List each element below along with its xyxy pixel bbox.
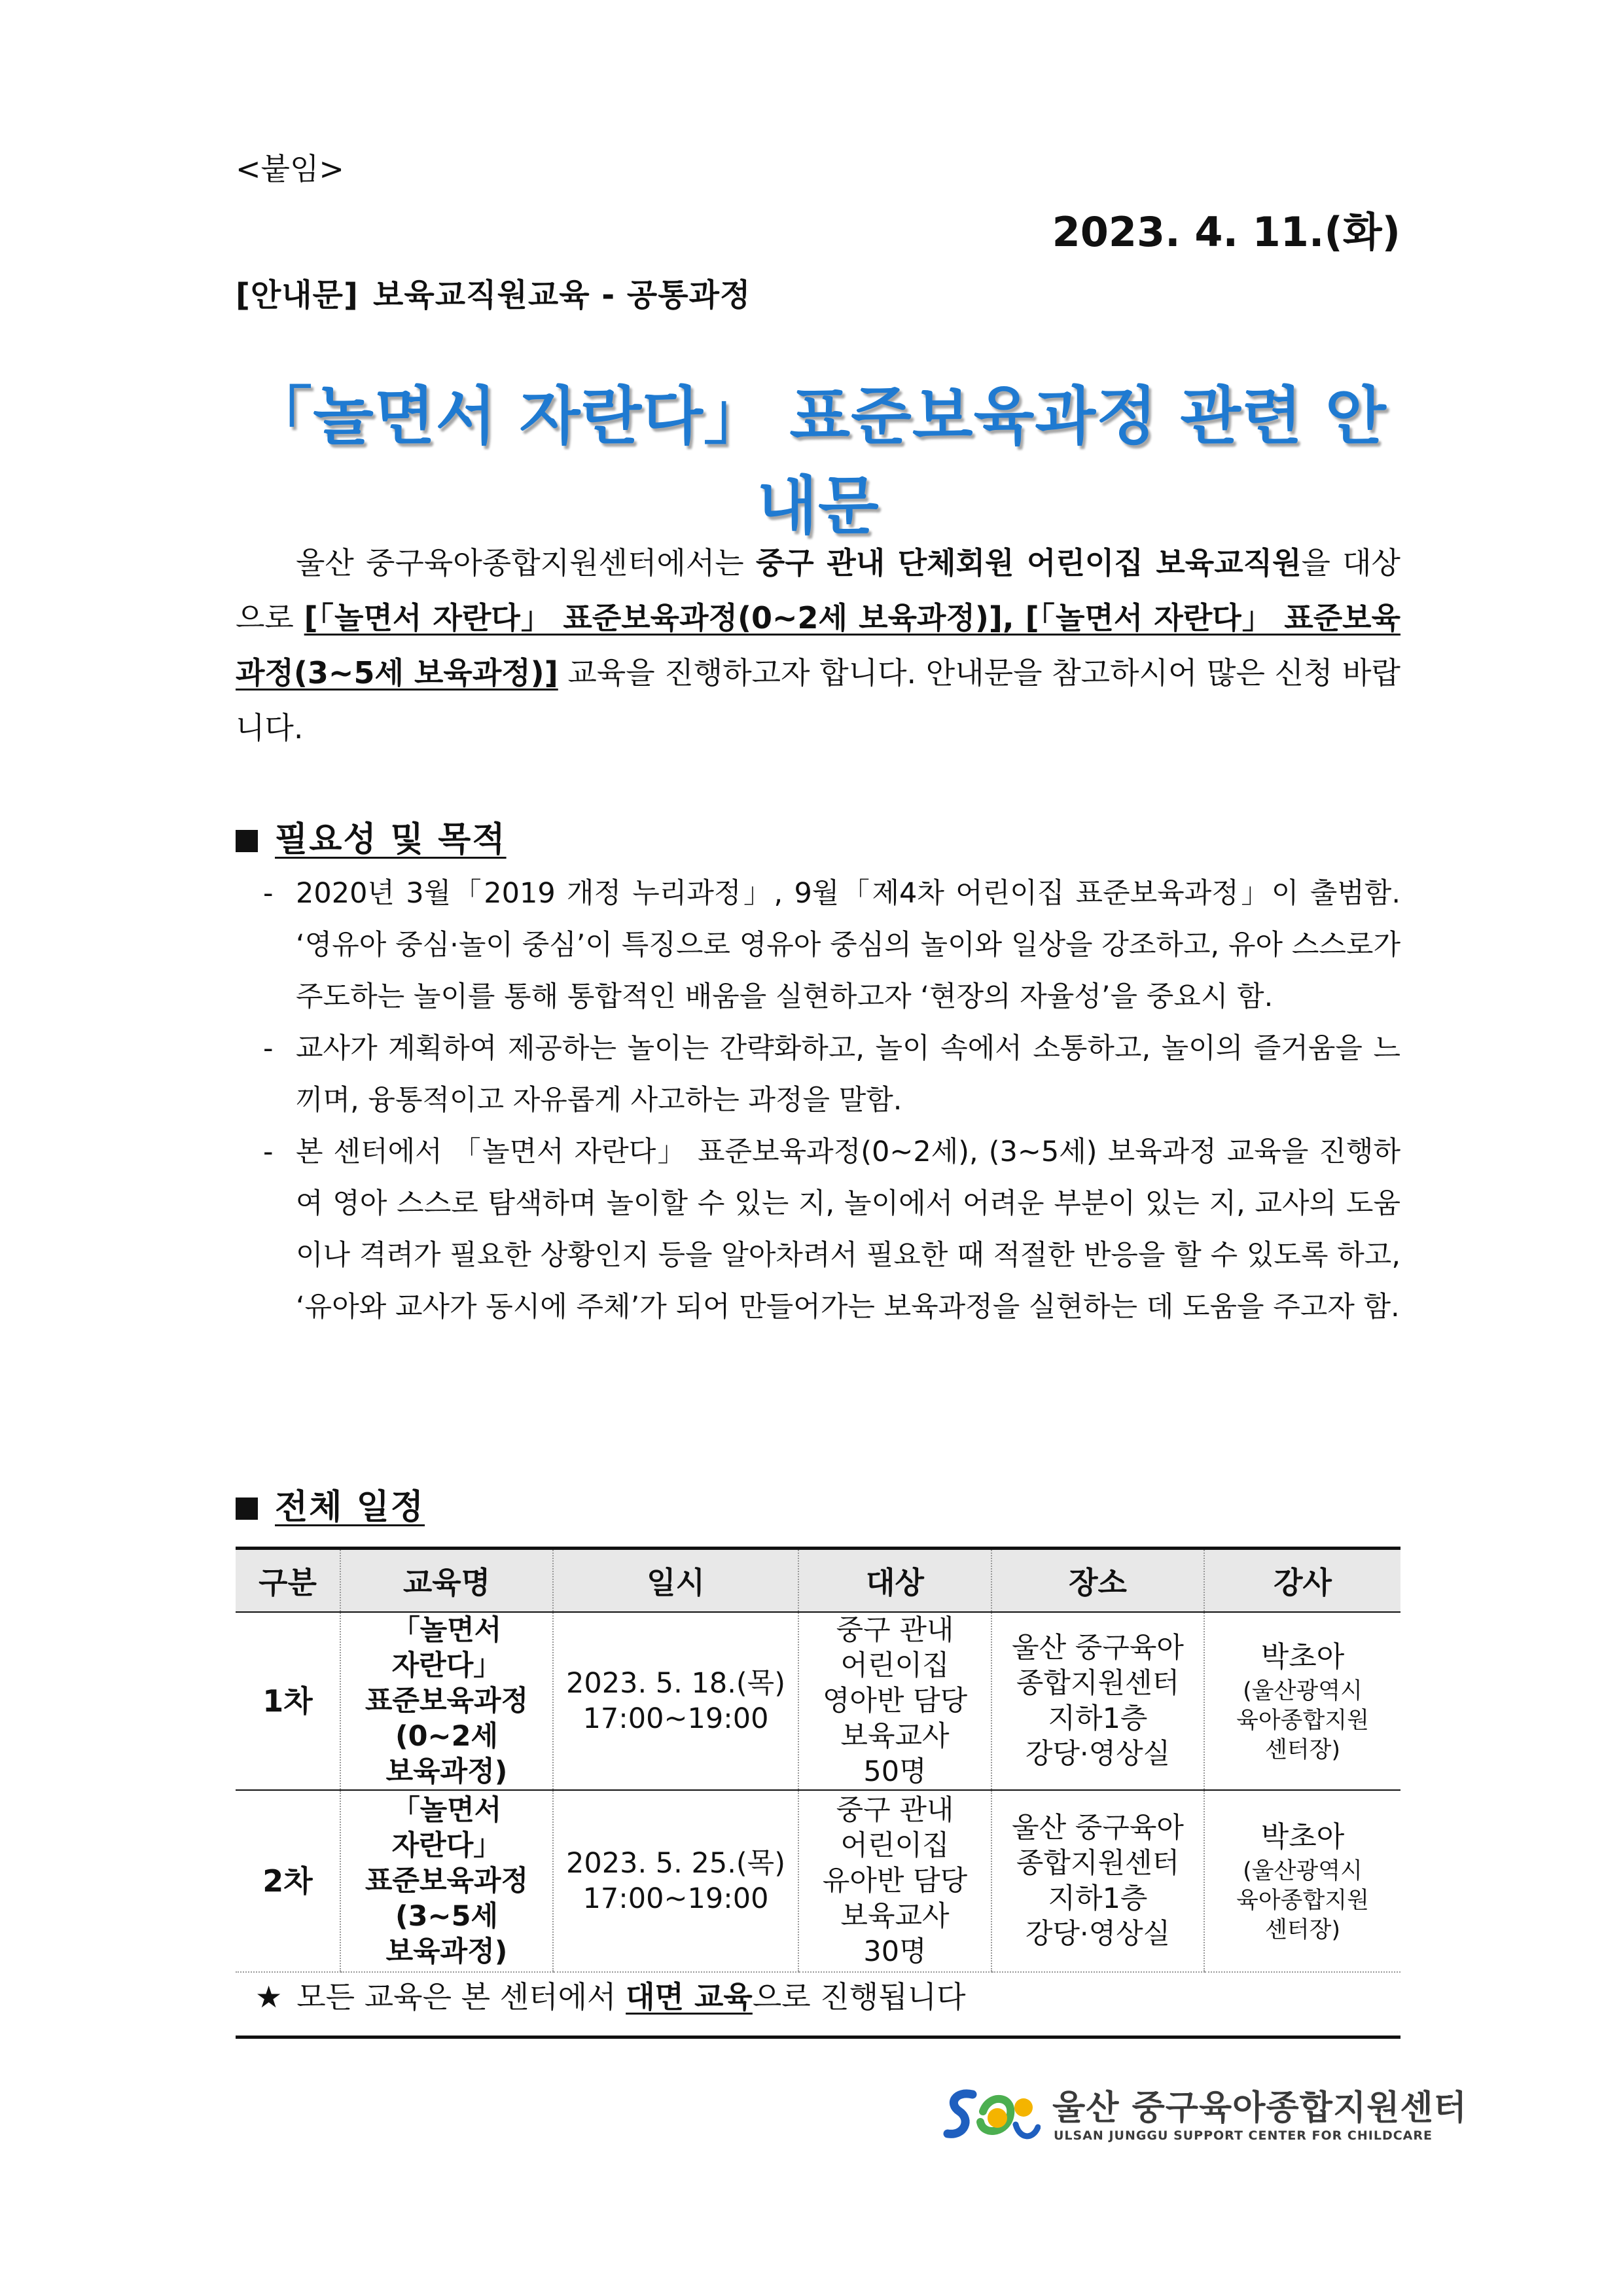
place-cell: 울산 중구육아 종합지원센터 지하1층 강당·영상실 xyxy=(991,1790,1204,1972)
star-icon: ★ xyxy=(255,1979,283,2015)
column-header: 일시 xyxy=(553,1549,798,1613)
lecturer-cell: 박초아 (울산광역시 육아종합지원 센터장) xyxy=(1204,1790,1400,1972)
list-item: - 2020년 3월「2019 개정 누리과정」, 9월「제4차 어린이집 표준보육과정」이 출범함. ‘영유아 중심·놀이 중심’이 특징으로 영유아 중심의 놀이와 일상을 강조하고, 유아 스스로가 주도하는 놀이를 통해 통합적인 배움을 실현하고자 ‘현장의 자율성’을 중요시 함. xyxy=(263,877,1400,1013)
section-title: 필요성 및 목적 xyxy=(275,820,507,859)
table-header-row xyxy=(236,1549,1400,1613)
lecturer-cell: 박초아 (울산광역시 육아종합지원 센터장) xyxy=(1204,1612,1400,1790)
list-item: - 교사가 계획하여 제공하는 놀이는 간략화하고, 놀이 속에서 소통하고, 놀이의 즐거움을 느끼며, 융통적이고 자유롭게 사고하는 과정을 말함. xyxy=(263,1032,1400,1117)
column-header: 강사 xyxy=(1204,1549,1400,1613)
target-cell: 중구 관내 어린이집 유아반 담당 보육교사 30명 xyxy=(798,1790,991,1972)
round-cell: 2차 xyxy=(236,1790,340,1972)
document-date: 2023. 4. 11.(화) xyxy=(1052,208,1400,256)
table-row xyxy=(236,1612,1400,1790)
page-title: 「놀면서 자란다」 표준보육과정 관련 안내문 xyxy=(249,380,1387,543)
course-cell: 「놀면서 자란다」 표준보육과정 (0~2세 보육과정) xyxy=(340,1612,553,1790)
square-bullet-icon xyxy=(236,1498,258,1520)
attachment-label: <붙임> xyxy=(236,151,344,187)
column-header: 대상 xyxy=(798,1549,991,1613)
round-cell: 1차 xyxy=(236,1612,340,1790)
table-bottom-rule xyxy=(236,2036,1400,2039)
datetime-cell: 2023. 5. 18.(목) 17:00~19:00 xyxy=(553,1612,798,1790)
schedule-table xyxy=(236,1547,1400,1973)
logo-english-name: ULSAN JUNGGU SUPPORT CENTER FOR CHILDCARE xyxy=(1054,2128,1433,2143)
logo-korean-name: 울산 중구육아종합지원센터 xyxy=(1052,2089,1467,2128)
center-logo xyxy=(942,2075,1467,2160)
square-bullet-icon xyxy=(236,830,258,852)
place-cell: 울산 중구육아 종합지원센터 지하1층 강당·영상실 xyxy=(991,1612,1204,1790)
notice-subject: 보육교직원교육 - 공통과정 xyxy=(372,277,751,314)
datetime-cell: 2023. 5. 25.(목) 17:00~19:00 xyxy=(553,1790,798,1972)
section-heading-purpose xyxy=(236,812,507,861)
notice-label: [안내문] xyxy=(236,277,359,314)
course-cell: 「놀면서 자란다」 표준보육과정 (3~5세 보육과정) xyxy=(340,1790,553,1972)
intro-course-emphasis: [「놀면서 자란다」 표준보육과정(0~2세 보육과정)], [「놀면서 자란다」 표준보육과정(3~5세 보육과정)] xyxy=(236,600,1400,691)
list-item: - 본 센터에서 「놀면서 자란다」 표준보육과정(0~2세), (3~5세) 보육과정 교육을 진행하여 영아 스스로 탐색하며 놀이할 수 있는 지, 놀이에서 어려운 부분이 있는 지, 교사의 도움이나 격려가 필요한 상황인지 등을 알아차려서 필요한 때 적절한 반응을 할 수 있도록 하고, ‘유아와 교사가 동시에 주체’가 되어 만들어가는 보육과정을 실현하는 데 도움을 주고자 함. xyxy=(263,1136,1400,1323)
purpose-list xyxy=(263,868,1400,1333)
intro-text-1: 울산 중구육아종합지원센터에서는 xyxy=(296,545,756,581)
intro-target-emphasis: 중구 관내 단체회원 어린이집 보육교직원 xyxy=(755,545,1302,581)
table-note: ★ 모든 교육은 본 센터에서 대면 교육으로 진행됩니다 xyxy=(255,1979,966,2015)
intro-text-2: 을 대상으로 xyxy=(236,545,1400,636)
column-header: 교육명 xyxy=(340,1549,553,1613)
note-emphasis: 대면 교육 xyxy=(626,1979,753,2015)
column-header: 구분 xyxy=(236,1549,340,1613)
intro-text-3: 교육을 진행하고자 합니다. 안내문을 참고하시어 많은 신청 바랍니다. xyxy=(236,655,1400,745)
intro-paragraph xyxy=(236,535,1400,755)
center-logo-icon xyxy=(942,2081,1041,2153)
notice-heading xyxy=(236,270,751,315)
table-row xyxy=(236,1790,1400,1972)
section-heading-schedule xyxy=(236,1479,425,1528)
column-header: 장소 xyxy=(991,1549,1204,1613)
section-title: 전체 일정 xyxy=(275,1488,425,1527)
target-cell: 중구 관내 어린이집 영아반 담당 보육교사 50명 xyxy=(798,1612,991,1790)
